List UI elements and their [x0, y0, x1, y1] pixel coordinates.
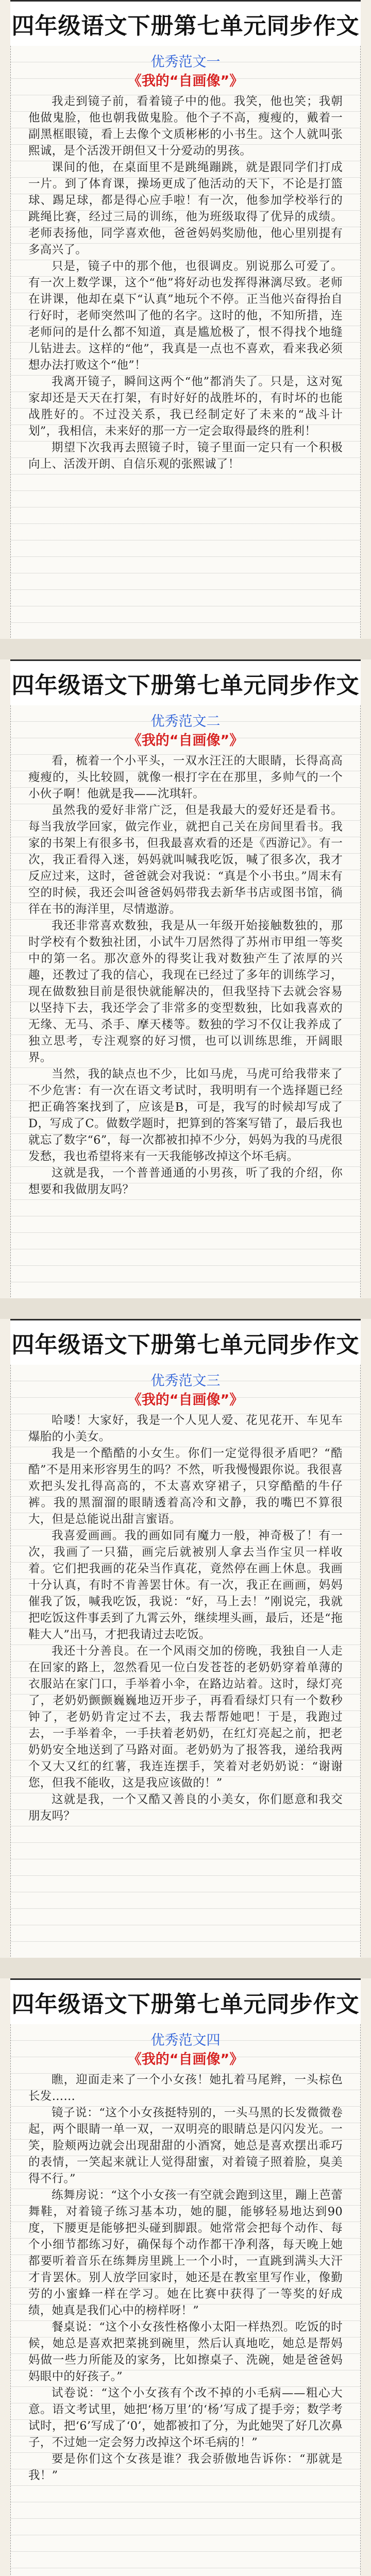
paragraph: 镜子说：“这个小女孩挺特别的，一头马黑的长发微微卷起，两个眼睛一单一双，一双明亮的眼睛总是闪闪发光。一笑，脸颊两边就会出现甜甜的小酒窝，她总是喜欢摆出乖巧的表情，一笑起来就让人觉得甜蜜，对着镜子照着脸，臭美得不行。” [28, 2106, 343, 2185]
paragraph: 虽然我的爱好非常广泛，但是我最大的爱好还是看书。每当我放学回家，做完作业，就把自己关在房间里看书。我家的书架上有很多书，但我最喜欢看的还是《西游记》。有一次，我正看得入迷，妈妈就叫喊我吃饭，喊了很多次，我才反应过来，这时，爸爸就会对我说：“真是个小书虫。”周末有空的时候，我还会叫爸爸妈妈带我去新华书店或图书馆，徜徉在书的海洋里，尽情遨游。 [28, 804, 343, 916]
page-title: 四年级语文下册第七单元同步作文 [11, 13, 360, 39]
paragraph: 我还非常喜欢数独，我是从一年级开始接触数独的，那时学校有个数独社团，小试牛刀居然得了苏州市甲组一等奖中的第一名。那次意外的得奖让我对数独产生了浓厚的兴趣，还教过了我的信心，我现在已经过了多年的训练学习，现在做数独目前是很快就能解决的，但我坚持下去就会容易以坚持下去，我还学会了非常多的变型数独，比如我喜欢的无缘、无马、杀手、摩天楼等。数独的学习不仅让我养成了独立思考，专注观察的好习惯，也可以训练思维，开阔眼界。 [28, 919, 343, 1064]
essay-title: 《我的“自画像”》 [127, 733, 244, 749]
page-title: 四年级语文下册第七单元同步作文 [11, 1991, 360, 2018]
paragraph: 只是，镜子中的那个他，也很调皮。别说那么可爱了。有一次上数学课，这个“他”将好动也发挥得淋漓尽致。老师在讲课，他却在桌下“认真”地玩个不停。正当他兴奋得抬自行好时，老师突然叫了他的名字。这时的他，不知所措，连老师问的是什么都不知道，真是尴尬极了，恨不得找个地缝儿钻进去。这样的“他”，我真是一点也不喜欢，看来我必须想办法打败这个“他”！ [28, 260, 343, 372]
essay-divider [0, 1298, 371, 1319]
essay-label: 优秀范文一 [150, 54, 221, 70]
paragraph: 我是一个酷酷的小女生。你们一定觉得很矛盾吧？“酷酷”不是用来形容男生的吗？不然，听我慢慢跟你说。我很喜欢把头发扎得高高的，不太喜欢穿裙子，只穿酷酷的牛仔裤。我的黑溜溜的眼睛透着高冷和文静，我的嘴巴不算很大，但是总能说出甜言蜜语。 [28, 1447, 343, 1526]
essay-title: 《我的“自画像”》 [127, 1392, 244, 1408]
paragraph: 我离开镜子，瞬间这两个“他”都消失了。只是，这对冤家却还是天天在打架，有时好好的战胜坏的，有时坏的也能战胜好的。不过没关系，我已经制定好了未来的“战斗计划”，我相信，未来好的那一方一定会取得最终的胜利！ [28, 375, 343, 438]
paragraph: 这就是我，一个又酷又善良的小美女，你们愿意和我交朋友吗？ [28, 1793, 343, 1823]
essay-3 [10, 1319, 361, 1958]
paragraph: 看，梳着一个小平头，一双水汪汪的大眼睛，长得高高瘦瘦的，头比较圆，就像一根打字在在那里，多帅气的一个小伙子啊！他就是我——沈琪轩。 [28, 754, 343, 801]
paragraph: 我走到镜子前，看着镜子中的他。我笑，他也笑；我朝他做鬼脸，他也朝我做鬼脸。他个子不高，瘦瘦的，戴着一副黑框眼镜，看上去像个文质彬彬的小书生。这个人就叫张熙诚，是个活泼开朗但又十分爱动的男孩。 [28, 95, 343, 158]
page-title: 四年级语文下册第七单元同步作文 [11, 672, 360, 699]
essay-sheet [10, 2024, 361, 2576]
essay-sheet [10, 46, 361, 639]
essay-1 [10, 0, 361, 639]
paragraph: 餐桌说：“这个小女孩性格像小太阳一样热烈。吃饭的时候，她总是喜欢把菜挑到碗里，然后认真地吃，她总是帮妈妈做一些力所能及的家务，比如擦桌子、洗碗，她是爸爸妈妈眼中的好孩子。” [28, 2320, 343, 2383]
paragraph: 这就是我，一个普普通通的小男孩，听了我的介绍，你想要和我做朋友吗？ [28, 1166, 343, 1196]
paragraph: 期望下次我再去照镜子时，镜子里面一定只有一个积极向上、活泼开朗、自信乐观的张熙诚了！ [28, 441, 343, 471]
paragraph: 我喜爱画画。我的画如同有魔力一般，神奇极了！有一次，我画了一只猫，画完后就被别人拿去当作宝贝一样收着。它们把我画的花朵当作真花，竟然停在画上休息。我画十分认真，有时不肯善罢甘休。有一次，我正在画画，妈妈催我了饭，喊我吃饭，我说：“好，马上去！”刚说完，我就把吃饭这件事丢到了九霄云外，继续埋头画，最后，还是“拖鞋大人”出马，才把我请过去吃饭。 [28, 1529, 343, 1641]
paragraph: 课间的他，在桌面里不是跳绳蹦跳，就是跟同学们打成一片。到了体育课，操场更成了他活动的天下，不论是打篮球、踢足球，都是得心应手啦！有一次，他参加学校举行的跳绳比赛，经过三局的训练，他为班级取得了优异的成绩。老师表扬他，同学喜欢他，爸爸妈妈奖励他，他心里别提有多高兴了。 [28, 161, 343, 257]
essay-label: 优秀范文四 [150, 2032, 221, 2048]
essay-4 [10, 1978, 361, 2576]
paragraph: 试卷说：“这个小女孩有个改不掉的小毛病——粗心大意。语文考试里，她把‘杨万里’的‘杨’写成了提手旁；数学考试时，把‘6’写成了‘0’，她都被扣了分，为此她哭了好几次鼻子，不过她一定会努力改掉这个坏毛病的！” [28, 2386, 343, 2449]
paragraph: 瞧，迎面走来了一个小女孩！她扎着马尾辫，一头棕色长发…… [28, 2073, 343, 2103]
essay-sheet [10, 1365, 361, 1958]
paragraph: 我还十分善良。在一个风雨交加的傍晚，我独自一人走在回家的路上，忽然看见一位白发苍苍的老奶奶穿着单薄的衣服站在家门口，手举着小伞，在路边站着。这时，绿灯亮了，老奶奶颤颤巍巍地迈开步子，再看看绿灯只有一个数秒钟了，老奶奶肯定过不去，我去帮帮她吧！于是，我跑过去，一手举着伞，一手扶着老奶奶，在红灯亮起之前，把老奶奶安全地送到了马路对面。老奶奶为了报答我，递给我两个又大又红的红薯，我连连摆手，笑着对老奶奶说：“谢谢您，但我不能收，这是我应该做的！” [28, 1645, 343, 1790]
paragraph: 练舞房说：“这个小女孩一有空就会跑到这里，蹦上芭蕾舞鞋，对着镜子练习基本功，她的腿，能够轻易地达到90度，下腰更是能够把头碰到脚跟。她常常会把每个动作、每个小细节都练习好，确保每个动作都干净利落，每天晚上她都要听着音乐在练舞房里跳上一个小时，一直跳到满头大汗才肯罢休。别人放学回家时，她还是在教室里写作业，像勤劳的小蜜蜂一样在学习。她在比赛中获得了一等奖的好成绩，她真是我们心中的榜样呀！” [28, 2189, 343, 2317]
page-title-band [10, 659, 361, 705]
essay-title: 《我的“自画像”》 [127, 2052, 244, 2067]
essay-sheet [10, 705, 361, 1298]
paragraph: 当然，我的缺点也不少，比如马虎，马虎可给我带来了不少危害：有一次在语文考试时，我明明有一个选择题已经把正确答案找到了，应该是B，可是，我写的时候却写成了D，写成了C。做数学题时，把算到的答案写错了，最后我也就忘了数字“6”，每一次都被扣掉不少分，妈妈为我的马虎很发愁，我也希望将来有一天我能够改掉这个坏毛病。 [28, 1067, 343, 1163]
paragraph: 哈喽！大家好，我是一个人见人爱、花见花开、车见车爆胎的小美女。 [28, 1414, 343, 1444]
essay-divider [0, 639, 371, 659]
essay-label: 优秀范文三 [150, 1373, 221, 1389]
page-title: 四年级语文下册第七单元同步作文 [11, 1332, 360, 1358]
essay-label: 优秀范文二 [150, 714, 221, 730]
page-title-band [10, 0, 361, 46]
paragraph: 要是你们这个女孩是谁？我会骄傲地告诉你：“那就是我！” [28, 2452, 343, 2482]
essay-2 [10, 659, 361, 1298]
essay-divider [0, 1958, 371, 1978]
page-title-band [10, 1978, 361, 2024]
page-title-band [10, 1319, 361, 1365]
essay-title: 《我的“自画像”》 [127, 73, 244, 89]
